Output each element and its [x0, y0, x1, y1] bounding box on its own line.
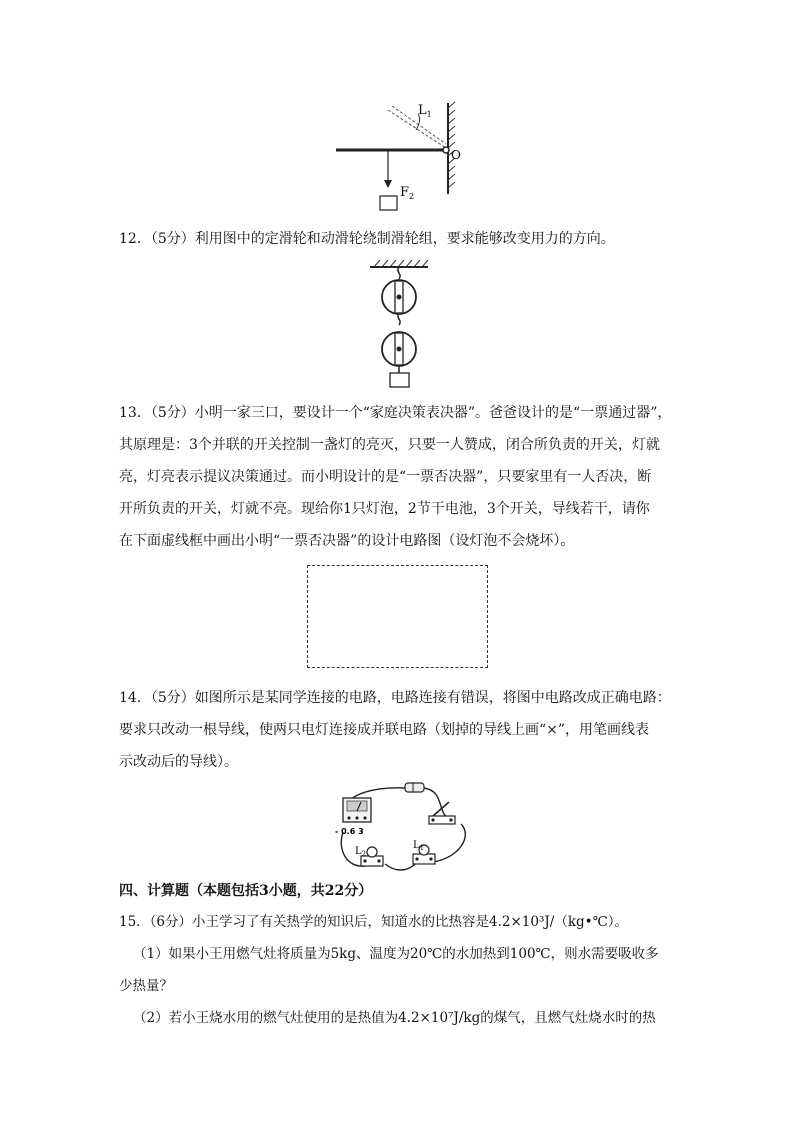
- answer-box-dashed[interactable]: [307, 565, 488, 668]
- label-l1: $L_1$: [418, 103, 432, 119]
- meter-scale-label: - 0.6 3: [335, 827, 364, 836]
- label-l2: $L_2$: [355, 846, 367, 858]
- arrow-f2: [384, 180, 392, 188]
- wall-hatching: [448, 102, 455, 188]
- q12-text: 12．（5分）利用图中的定滑轮和动滑轮绕制滑轮组，要求能够改变用力的方向。: [119, 231, 615, 247]
- q15-line-4: （2）若小王烧水用的燃气灶使用的是热值为4.2×10⁷J/kg的煤气，且燃气灶烧水时的热: [133, 1010, 656, 1026]
- switch: [429, 802, 455, 824]
- q14-line-3: 示改动后的导线）。: [119, 754, 238, 770]
- label-l1-circuit: $L_1$: [413, 840, 425, 852]
- ammeter: [343, 798, 371, 822]
- lever-figure: [330, 98, 470, 216]
- pulley-weight: [390, 373, 409, 387]
- battery: [405, 783, 424, 792]
- label-f2: $F_2$: [400, 185, 415, 201]
- q14-line-1: 14．（5分）如图所示是某同学连接的电路，电路连接有错误，将图中电路改成正确电路：: [119, 690, 671, 706]
- q13-line-1: 13．（5分）小明一家三口，要设计一个“家庭决策表决器”。爸爸设计的是“一票通过器”，: [119, 405, 672, 421]
- weight-box: [380, 196, 397, 210]
- q13-line-5: 在下面虚线框中画出小明“一票否决器”的设计电路图（设灯泡不会烧坏）。: [119, 533, 575, 549]
- q15-line-3: 少热量？: [119, 978, 173, 994]
- q13-line-3: 亮，灯亮表示提议决策通过。而小明设计的是“一票否决器”，只要家里有一人否决，断: [119, 469, 652, 485]
- q13-line-4: 开所负责的开关，灯就不亮。现给你1只灯泡，2节干电池，3个开关，导线若干，请你: [119, 501, 650, 517]
- q15-line-1: 15．（6分）小王学习了有关热学的知识后，知道水的比热容是4.2×10³J/（kg•℃）。: [119, 914, 628, 930]
- q14-line-2: 要求只改动一根导线，使两只电灯连接成并联电路（划掉的导线上画“×”，用笔画线表: [119, 722, 650, 738]
- circuit-figure: [325, 780, 475, 874]
- label-o: O: [451, 148, 461, 162]
- section-4-heading: 四、计算题（本题包括3小题，共22分）: [119, 883, 373, 899]
- pivot-o: [443, 147, 449, 153]
- q13-line-2: 其原理是：3个并联的开关控制一盏灯的亮灭，只要一人赞成，闭合所负责的开关，灯就: [119, 437, 660, 453]
- q15-line-2: （1）如果小王用燃气灶将质量为5kg、温度为20℃的水加热到100℃，则水需要吸收多: [133, 946, 659, 962]
- pulley-figure: [366, 255, 436, 390]
